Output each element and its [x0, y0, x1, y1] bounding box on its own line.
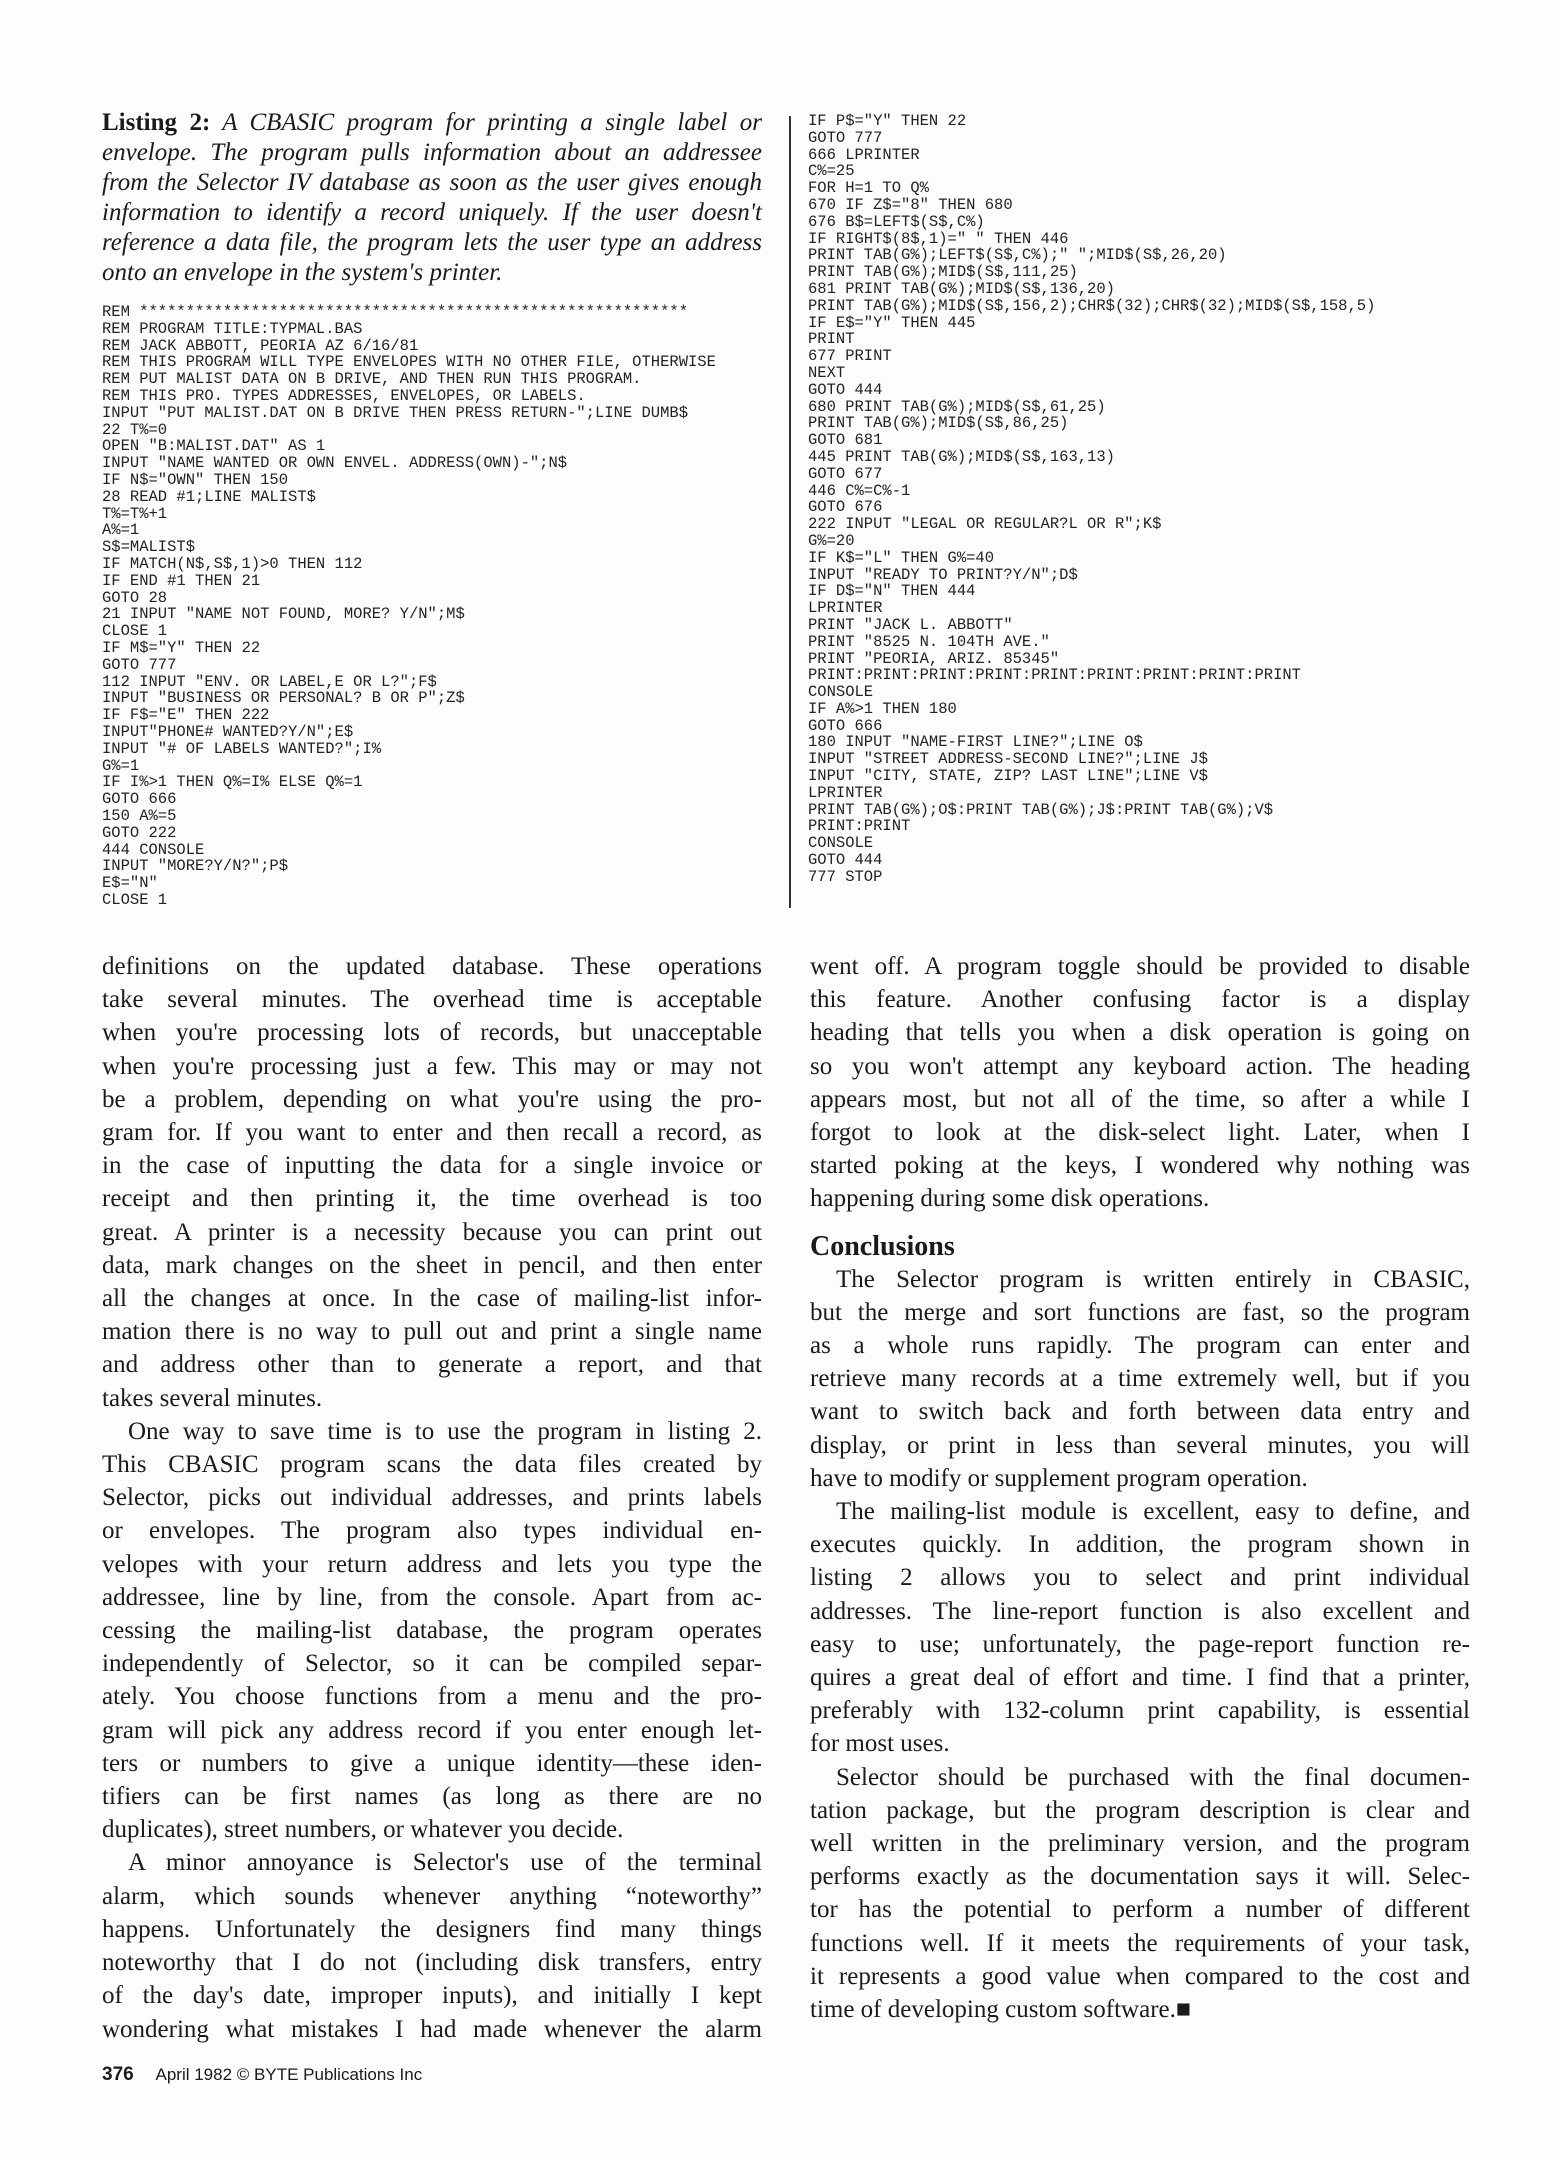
code-line: REM PROGRAM TITLE:TYPMAL.BAS [102, 319, 363, 338]
code-line: INPUT "READY TO PRINT?Y/N";D$ [808, 565, 1078, 584]
text-line: cessing the mailing-list database, the program operates [102, 1617, 762, 1645]
code-line: E$="N" [102, 874, 158, 893]
text-line: be a problem, depending on what you're using the pro- [102, 1085, 762, 1113]
code-line: 677 PRINT [808, 347, 892, 366]
text-line: A minor annoyance is Selector's use of the terminal [128, 1849, 762, 1877]
code-line: IF M$="Y" THEN 22 [102, 638, 261, 657]
code-line: IF F$="E" THEN 222 [102, 706, 270, 725]
text-line: retrieve many records at a time extremely well, but if you [810, 1365, 1470, 1393]
code-line: IF MATCH(N$,S$,1)>0 THEN 112 [102, 554, 363, 573]
body-column-right [810, 950, 1470, 2026]
text-line: take several minutes. The overhead time is acceptable [102, 986, 762, 1014]
code-line: IF N$="OWN" THEN 150 [102, 470, 289, 489]
code-line: REM PUT MALIST DATA ON B DRIVE, AND THEN RUN THIS PROGRAM. [102, 370, 642, 389]
code-line: 444 CONSOLE [102, 840, 205, 859]
paragraph [810, 1263, 1470, 1495]
code-line: INPUT "NAME WANTED OR OWN ENVEL. ADDRESS(OWN)-";N$ [102, 454, 568, 473]
text-line: The Selector program is written entirely in CBASIC, [836, 1265, 1470, 1293]
code-line: T%=T%+1 [102, 504, 168, 523]
text-line: of the day's date, improper inputs), and initially I kept [102, 1982, 762, 2010]
body-column-left [102, 950, 762, 2046]
code-line: 446 C%=C%-1 [808, 481, 911, 500]
caption-text: information to identify a record uniquely. If the user doesn't [102, 199, 762, 226]
code-line: G%=20 [808, 531, 855, 550]
text-line: definitions on the updated database. These operations [102, 953, 762, 980]
text-line: and address other than to generate a report, and that [102, 1351, 762, 1379]
caption-text: A CBASIC program for printing a single label or [210, 109, 762, 136]
code-line: GOTO 677 [808, 464, 883, 483]
code-line: CLOSE 1 [102, 622, 168, 641]
code-line: REM THIS PRO. TYPES ADDRESSES, ENVELOPES, OR LABELS. [102, 386, 586, 405]
text-line: Selector, picks out individual addresses, and prints labels [102, 1484, 762, 1512]
code-line: FOR H=1 TO Q% [808, 179, 929, 198]
text-line: listing 2 allows you to select and print individual [810, 1564, 1470, 1592]
text-line: so you won't attempt any keyboard action. The heading [810, 1052, 1470, 1080]
text-line: but the merge and sort functions are fast, so the program [810, 1298, 1470, 1326]
text-line: data, mark changes on the sheet in pencil, and then enter [102, 1251, 762, 1279]
code-line: 22 T%=0 [102, 420, 168, 439]
caption-line [102, 138, 762, 168]
text-line: independently of Selector, so it can be compiled separ- [102, 1650, 762, 1678]
caption-line [102, 168, 762, 198]
caption-text: onto an envelope in the system's printer. [102, 259, 503, 286]
text-line: performs exactly as the documentation says it will. Selec- [810, 1863, 1470, 1891]
code-line: 445 PRINT TAB(G%);MID$(S$,163,13) [808, 447, 1115, 466]
paragraph [102, 1846, 762, 2045]
code-line: REM JACK ABBOTT, PEORIA AZ 6/16/81 [102, 336, 419, 355]
code-line: CLOSE 1 [102, 890, 168, 909]
code-line: IF A%>1 THEN 180 [808, 699, 957, 718]
code-line: CONSOLE [808, 683, 874, 702]
code-line: IF END #1 THEN 21 [102, 571, 261, 590]
code-line: GOTO 666 [102, 790, 177, 809]
code-line: 681 PRINT TAB(G%);MID$(S$,136,20) [808, 279, 1115, 298]
text-line: alarm, which sounds whenever anything “noteworthy” [102, 1882, 762, 1910]
caption-line [102, 228, 762, 258]
code-line: GOTO 444 [808, 380, 883, 399]
code-line: PRINT TAB(G%);LEFT$(S$,C%);" ";MID$(S$,26,20) [808, 246, 1227, 265]
code-line: REM THIS PROGRAM WILL TYPE ENVELOPES WITH NO OTHER FILE, OTHERWISE [102, 353, 716, 372]
text-line: This CBASIC program scans the data files created by [102, 1451, 762, 1479]
text-line: it represents a good value when compared to the cost and [810, 1962, 1470, 1990]
code-line: 777 STOP [808, 867, 883, 886]
code-line: LPRINTER [808, 599, 883, 618]
code-line: IF D$="N" THEN 444 [808, 582, 976, 601]
text-line: tifiers can be first names (as long as there are no [102, 1783, 762, 1811]
code-line: 112 INPUT "ENV. OR LABEL,E OR L?";F$ [102, 672, 437, 691]
code-line: 150 A%=5 [102, 806, 177, 825]
code-line: GOTO 676 [808, 498, 883, 517]
text-line: when you're processing just a few. This may or may not [102, 1052, 762, 1080]
text-line: receipt and then printing it, the time overhead is too [102, 1185, 762, 1213]
code-line: CONSOLE [808, 834, 874, 853]
text-line: velopes with your return address and lets you type the [102, 1550, 762, 1578]
code-line: GOTO 666 [808, 716, 883, 735]
code-line: C%=25 [808, 162, 855, 181]
code-line: 670 IF Z$="8" THEN 680 [808, 195, 1013, 214]
code-line: LPRINTER [808, 783, 883, 802]
text-line: One way to save time is to use the program in listing 2. [128, 1417, 762, 1445]
text-line: or envelopes. The program also types individual en- [102, 1517, 762, 1545]
paragraph [810, 950, 1470, 1216]
code-line: GOTO 777 [102, 655, 177, 674]
code-line: IF K$="L" THEN G%=40 [808, 548, 995, 567]
listing-caption [102, 108, 762, 288]
code-line: PRINT TAB(G%);MID$(S$,111,25) [808, 263, 1078, 282]
text-line: for most uses. [810, 1730, 950, 1758]
code-line: PRINT TAB(G%);MID$(S$,156,2);CHR$(32);CHR$(32);MID$(S$,158,5) [808, 296, 1376, 315]
code-line: INPUT "STREET ADDRESS-SECOND LINE?";LINE J$ [808, 750, 1208, 769]
code-line: REM *********************************************************** [102, 303, 688, 321]
text-line: well written in the preliminary version, and the program [810, 1830, 1470, 1858]
code-line: PRINT:PRINT [808, 817, 911, 836]
caption-text: reference a data file, the program lets the user type an address [102, 229, 762, 256]
text-line: as a whole runs rapidly. The program can enter and [810, 1332, 1470, 1360]
text-line: quires a great deal of effort and time. I find that a printer, [810, 1664, 1470, 1692]
code-line: G%=1 [102, 756, 140, 775]
text-line: preferably with 132-column print capability, is essential [810, 1697, 1470, 1725]
text-line: mation there is no way to pull out and print a single name [102, 1318, 762, 1346]
text-line: this feature. Another confusing factor is a display [810, 986, 1470, 1014]
code-line: 21 INPUT "NAME NOT FOUND, MORE? Y/N";M$ [102, 605, 465, 624]
column-divider [789, 116, 791, 908]
paragraph [102, 950, 762, 1415]
text-line: when you're processing lots of records, but unacceptable [102, 1019, 762, 1047]
code-listing-left [102, 304, 716, 909]
text-line: in the case of inputting the data for a single invoice or [102, 1152, 762, 1180]
text-line: The mailing-list module is excellent, easy to define, and [836, 1498, 1470, 1526]
text-line: time of developing custom software.■ [810, 1996, 1191, 2024]
code-listing-right [808, 113, 1375, 886]
text-line: noteworthy that I do not (including disk transfers, entry [102, 1949, 762, 1977]
text-line: takes several minutes. [102, 1384, 323, 1412]
text-line: functions well. If it meets the requirements of your task, [810, 1929, 1470, 1957]
code-line: PRINT [808, 330, 855, 349]
text-line: duplicates), street numbers, or whatever you decide. [102, 1816, 624, 1844]
text-line: all the changes at once. In the case of mailing-list infor- [102, 1285, 762, 1313]
text-line: have to modify or supplement program operation. [810, 1464, 1308, 1492]
code-line: PRINT "8525 N. 104TH AVE." [808, 632, 1050, 651]
code-line: NEXT [808, 363, 846, 382]
code-line: PRINT "PEORIA, ARIZ. 85345" [808, 649, 1060, 668]
text-line: forgot to look at the disk-select light. Later, when I [810, 1119, 1470, 1147]
code-line: IF P$="Y" THEN 22 [808, 112, 967, 130]
code-line: OPEN "B:MALIST.DAT" AS 1 [102, 437, 326, 456]
text-line: tor has the potential to perform a number of different [810, 1896, 1470, 1924]
code-line: A%=1 [102, 521, 140, 540]
text-line: Selector should be purchased with the final documen- [836, 1763, 1470, 1791]
text-line: want to switch back and forth between data entry and [810, 1398, 1470, 1426]
text-line: happening during some disk operations. [810, 1185, 1210, 1213]
code-line: IF I%>1 THEN Q%=I% ELSE Q%=1 [102, 773, 363, 792]
text-line: display, or print in less than several minutes, you will [810, 1431, 1470, 1459]
code-line: S$=MALIST$ [102, 538, 196, 557]
text-line: executes quickly. In addition, the program shown in [810, 1531, 1470, 1559]
code-line: 28 READ #1;LINE MALIST$ [102, 487, 316, 506]
code-line: 180 INPUT "NAME-FIRST LINE?";LINE O$ [808, 733, 1143, 752]
code-line: 676 B$=LEFT$(S$,C%) [808, 212, 985, 231]
code-line: PRINT TAB(G%);O$:PRINT TAB(G%);J$:PRINT TAB(G%);V$ [808, 800, 1274, 819]
footer-credit: April 1982 © BYTE Publications Inc [155, 2065, 423, 2084]
code-line: PRINT TAB(G%);MID$(S$,86,25) [808, 414, 1069, 433]
text-line: great. A printer is a necessity because you can print out [102, 1218, 762, 1246]
code-line: INPUT "# OF LABELS WANTED?";I% [102, 739, 382, 758]
code-line: INPUT "CITY, STATE, ZIP? LAST LINE";LINE V$ [808, 767, 1208, 786]
caption-line [102, 258, 762, 288]
code-line: GOTO 444 [808, 851, 883, 870]
code-line: 666 LPRINTER [808, 145, 920, 164]
code-line: INPUT"PHONE# WANTED?Y/N";E$ [102, 722, 354, 741]
caption-label: Listing 2: [102, 109, 211, 136]
caption-line [102, 108, 762, 138]
text-line: easy to use; unfortunately, the page-report function re- [810, 1630, 1470, 1658]
text-line: went off. A program toggle should be provided to disable [810, 953, 1470, 980]
caption-line [102, 198, 762, 228]
text-line: addresses. The line-report function is also excellent and [810, 1597, 1470, 1625]
text-line: ters or numbers to give a unique identity—these iden- [102, 1749, 762, 1777]
text-line: happens. Unfortunately the designers find many things [102, 1915, 762, 1943]
section-heading: Conclusions [810, 1230, 955, 1262]
code-line: GOTO 777 [808, 128, 883, 147]
code-line: GOTO 28 [102, 588, 168, 607]
paragraph [810, 1495, 1470, 1761]
page-footer [102, 2064, 422, 2086]
code-line: IF RIGHT$(8$,1)=" " THEN 446 [808, 229, 1069, 248]
text-line: gram will pick any address record if you enter enough let- [102, 1716, 762, 1744]
code-line: IF E$="Y" THEN 445 [808, 313, 976, 332]
caption-text: from the Selector IV database as soon as the user gives enough [102, 169, 762, 196]
text-line: tation package, but the program description is clear and [810, 1796, 1470, 1824]
caption-text: envelope. The program pulls information about an addressee [102, 139, 762, 166]
code-line: INPUT "MORE?Y/N?";P$ [102, 857, 289, 876]
code-line: 222 INPUT "LEGAL OR REGULAR?L OR R";K$ [808, 515, 1162, 534]
code-line: PRINT:PRINT:PRINT:PRINT:PRINT:PRINT:PRINT:PRINT:PRINT [808, 666, 1301, 685]
code-line: INPUT "BUSINESS OR PERSONAL? B OR P";Z$ [102, 689, 465, 708]
code-line: PRINT "JACK L. ABBOTT" [808, 615, 1013, 634]
paragraph [810, 1761, 1470, 2027]
code-line: GOTO 681 [808, 431, 883, 450]
paragraph [102, 1415, 762, 1847]
text-line: heading that tells you when a disk operation is going on [810, 1019, 1470, 1047]
text-line: addressee, line by line, from the console. Apart from ac- [102, 1583, 762, 1611]
text-line: wondering what mistakes I had made whenever the alarm [102, 2015, 762, 2043]
text-line: gram for. If you want to enter and then recall a record, as [102, 1119, 762, 1147]
code-line: GOTO 222 [102, 823, 177, 842]
text-line: started poking at the keys, I wondered why nothing was [810, 1152, 1470, 1180]
text-line: appears most, but not all of the time, so after a while I [810, 1085, 1470, 1113]
page-number: 376 [102, 2064, 134, 2085]
code-line: 680 PRINT TAB(G%);MID$(S$,61,25) [808, 397, 1106, 416]
code-line: INPUT "PUT MALIST.DAT ON B DRIVE THEN PRESS RETURN-";LINE DUMB$ [102, 403, 688, 422]
text-line: ately. You choose functions from a menu and the pro- [102, 1683, 762, 1711]
